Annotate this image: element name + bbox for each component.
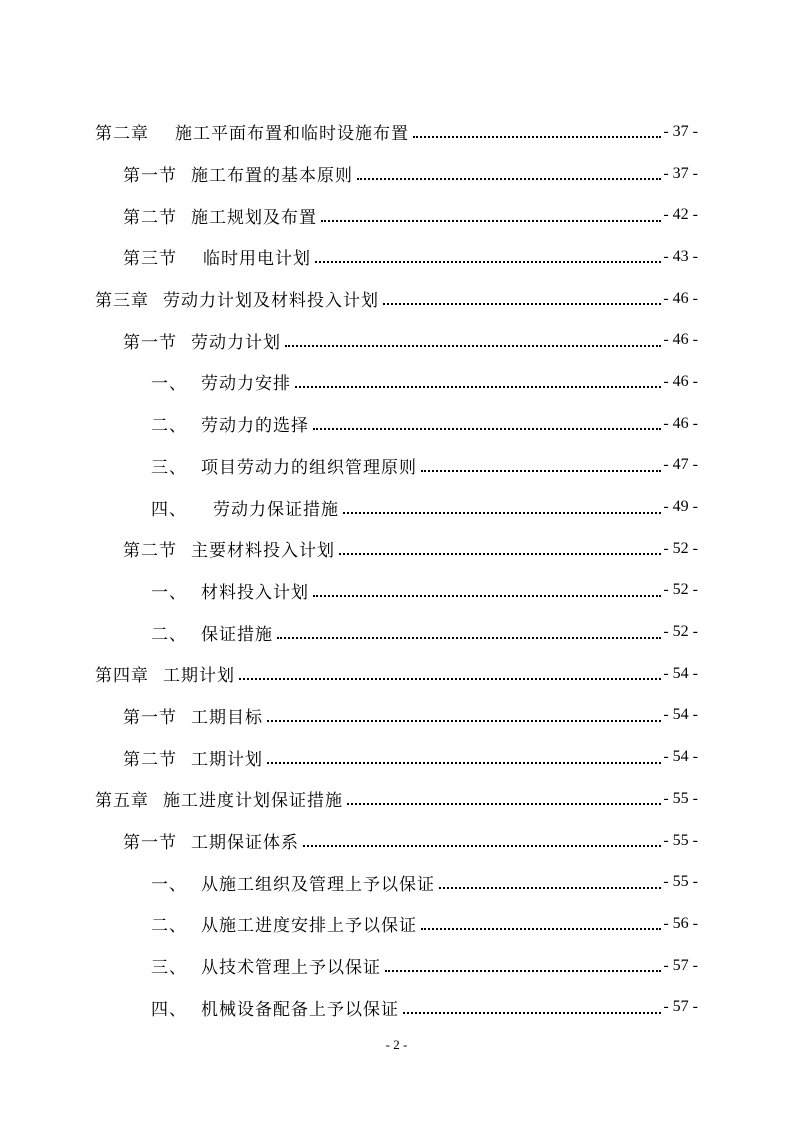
toc-subsection-entry[interactable] <box>0 611 793 653</box>
toc-subsection-entry[interactable] <box>0 903 793 945</box>
toc-dot-leader <box>239 677 661 680</box>
toc-entry-number: 三、 <box>151 958 187 979</box>
toc-entry-page-number: - 42 - <box>663 206 698 224</box>
toc-dot-leader <box>347 802 661 805</box>
toc-dot-leader <box>315 260 661 263</box>
toc-section-entry[interactable] <box>0 528 793 570</box>
page-number-footer: - 2 - <box>385 1037 408 1052</box>
toc-entry-number: 一、 <box>151 374 187 395</box>
toc-chapter-entry[interactable] <box>0 653 793 695</box>
toc-entry-title: 主要材料投入计划 <box>191 541 335 562</box>
toc-entry-title: 机械设备配备上予以保证 <box>201 999 399 1020</box>
toc-entry-page-number: - 49 - <box>663 498 698 516</box>
toc-entry-heading <box>151 495 339 520</box>
toc-entry-title: 劳动力的选择 <box>201 416 309 437</box>
toc-entry-title: 施工进度计划保证措施 <box>163 791 343 812</box>
toc-entry-heading <box>95 786 343 811</box>
toc-entry-number: 三、 <box>151 457 187 478</box>
toc-entry-heading <box>151 578 309 603</box>
toc-section-entry[interactable] <box>0 736 793 778</box>
toc-entry-heading <box>151 369 291 394</box>
toc-entry-heading <box>123 745 263 770</box>
toc-entry-heading <box>123 244 311 269</box>
toc-entry-heading <box>95 286 379 311</box>
toc-entry-number: 四、 <box>151 499 187 520</box>
toc-entry-number: 第三章 <box>95 291 149 312</box>
table-of-contents <box>0 111 793 1028</box>
toc-entry-heading <box>123 203 317 228</box>
toc-section-entry[interactable] <box>0 236 793 278</box>
toc-entry-page-number: - 57 - <box>663 956 698 974</box>
toc-entry-title: 项目劳动力的组织管理原则 <box>201 457 417 478</box>
toc-entry-page-number: - 46 - <box>663 289 698 307</box>
toc-subsection-entry[interactable] <box>0 486 793 528</box>
toc-subsection-entry[interactable] <box>0 361 793 403</box>
toc-entry-heading <box>123 161 353 186</box>
toc-dot-leader <box>421 469 661 472</box>
toc-entry-title: 工期计划 <box>163 666 235 687</box>
toc-section-entry[interactable] <box>0 194 793 236</box>
toc-entry-heading <box>151 870 435 895</box>
toc-subsection-entry[interactable] <box>0 861 793 903</box>
toc-section-entry[interactable] <box>0 820 793 862</box>
toc-entry-number: 二、 <box>151 624 187 645</box>
toc-dot-leader <box>343 511 661 514</box>
toc-dot-leader <box>295 385 661 388</box>
toc-dot-leader <box>267 719 661 722</box>
toc-section-entry[interactable] <box>0 319 793 361</box>
toc-dot-leader <box>321 219 661 222</box>
toc-entry-number: 第二节 <box>123 749 177 770</box>
toc-entry-number: 第四章 <box>95 666 149 687</box>
toc-entry-title: 材料投入计划 <box>201 582 309 603</box>
toc-entry-heading <box>123 703 263 728</box>
toc-entry-title: 劳动力计划及材料投入计划 <box>163 291 379 312</box>
toc-dot-leader <box>313 427 661 430</box>
toc-subsection-entry[interactable] <box>0 403 793 445</box>
toc-entry-number: 第二章 <box>95 124 149 145</box>
toc-entry-heading <box>95 661 235 686</box>
toc-entry-number: 第二节 <box>123 541 177 562</box>
toc-entry-heading <box>151 953 381 978</box>
toc-dot-leader <box>313 594 661 597</box>
toc-entry-title: 工期计划 <box>191 749 263 770</box>
toc-chapter-entry[interactable] <box>0 778 793 820</box>
toc-entry-page-number: - 46 - <box>663 331 698 349</box>
toc-entry-heading <box>123 328 281 353</box>
toc-entry-page-number: - 52 - <box>663 539 698 557</box>
toc-subsection-entry[interactable] <box>0 570 793 612</box>
toc-entry-title: 从施工组织及管理上予以保证 <box>201 874 435 895</box>
toc-entry-title: 施工布置的基本原则 <box>191 166 353 187</box>
toc-entry-number: 第一节 <box>123 707 177 728</box>
toc-entry-title: 工期目标 <box>191 707 263 728</box>
toc-dot-leader <box>385 969 661 972</box>
toc-entry-page-number: - 37 - <box>663 122 698 140</box>
toc-entry-title: 从技术管理上予以保证 <box>201 958 381 979</box>
toc-entry-number: 第一节 <box>123 332 177 353</box>
toc-entry-number: 二、 <box>151 416 187 437</box>
toc-entry-title: 工期保证体系 <box>191 833 299 854</box>
toc-entry-title: 劳动力保证措施 <box>213 499 339 520</box>
toc-entry-title: 从施工进度安排上予以保证 <box>201 916 417 937</box>
toc-entry-title: 保证措施 <box>201 624 273 645</box>
toc-dot-leader <box>277 636 661 639</box>
toc-dot-leader <box>303 844 661 847</box>
toc-chapter-entry[interactable] <box>0 278 793 320</box>
toc-entry-page-number: - 37 - <box>663 164 698 182</box>
toc-dot-leader <box>383 302 661 305</box>
toc-entry-title: 劳动力安排 <box>201 374 291 395</box>
toc-entry-title: 劳动力计划 <box>191 332 281 353</box>
toc-entry-number: 一、 <box>151 582 187 603</box>
toc-entry-heading <box>151 453 417 478</box>
toc-entry-number: 第三节 <box>123 249 177 270</box>
toc-section-entry[interactable] <box>0 695 793 737</box>
toc-entry-number: 二、 <box>151 916 187 937</box>
toc-entry-page-number: - 46 - <box>663 372 698 390</box>
toc-dot-leader <box>439 886 661 889</box>
toc-chapter-entry[interactable] <box>0 111 793 153</box>
toc-subsection-entry[interactable] <box>0 986 793 1028</box>
toc-entry-heading <box>123 828 299 853</box>
toc-entry-page-number: - 54 - <box>663 706 698 724</box>
toc-entry-page-number: - 55 - <box>663 789 698 807</box>
toc-entry-page-number: - 52 - <box>663 623 698 641</box>
toc-entry-number: 第五章 <box>95 791 149 812</box>
toc-dot-leader <box>421 927 661 930</box>
toc-entry-title: 临时用电计划 <box>203 249 311 270</box>
toc-entry-heading <box>151 620 273 645</box>
toc-dot-leader <box>357 177 661 180</box>
toc-dot-leader <box>267 761 661 764</box>
toc-entry-number: 四、 <box>151 999 187 1020</box>
toc-entry-page-number: - 54 - <box>663 748 698 766</box>
toc-subsection-entry[interactable] <box>0 445 793 487</box>
toc-entry-number: 第一节 <box>123 166 177 187</box>
toc-entry-page-number: - 55 - <box>663 831 698 849</box>
toc-dot-leader <box>403 1011 661 1014</box>
toc-section-entry[interactable] <box>0 153 793 195</box>
toc-entry-number: 第二节 <box>123 207 177 228</box>
toc-entry-page-number: - 55 - <box>663 873 698 891</box>
toc-entry-heading <box>151 911 417 936</box>
toc-entry-page-number: - 47 - <box>663 456 698 474</box>
toc-entry-heading <box>95 119 409 144</box>
toc-subsection-entry[interactable] <box>0 945 793 987</box>
toc-entry-page-number: - 54 - <box>663 664 698 682</box>
toc-entry-title: 施工规划及布置 <box>191 207 317 228</box>
toc-entry-heading <box>123 536 335 561</box>
toc-entry-page-number: - 43 - <box>663 247 698 265</box>
toc-dot-leader <box>285 344 661 347</box>
toc-entry-number: 第一节 <box>123 833 177 854</box>
toc-entry-heading <box>151 411 309 436</box>
toc-entry-page-number: - 46 - <box>663 414 698 432</box>
toc-entry-page-number: - 56 - <box>663 914 698 932</box>
toc-entry-page-number: - 57 - <box>663 998 698 1016</box>
toc-dot-leader <box>339 552 661 555</box>
toc-entry-heading <box>151 995 399 1020</box>
toc-dot-leader <box>413 135 661 138</box>
toc-entry-title: 施工平面布置和临时设施布置 <box>175 124 409 145</box>
toc-entry-number: 一、 <box>151 874 187 895</box>
toc-entry-page-number: - 52 - <box>663 581 698 599</box>
